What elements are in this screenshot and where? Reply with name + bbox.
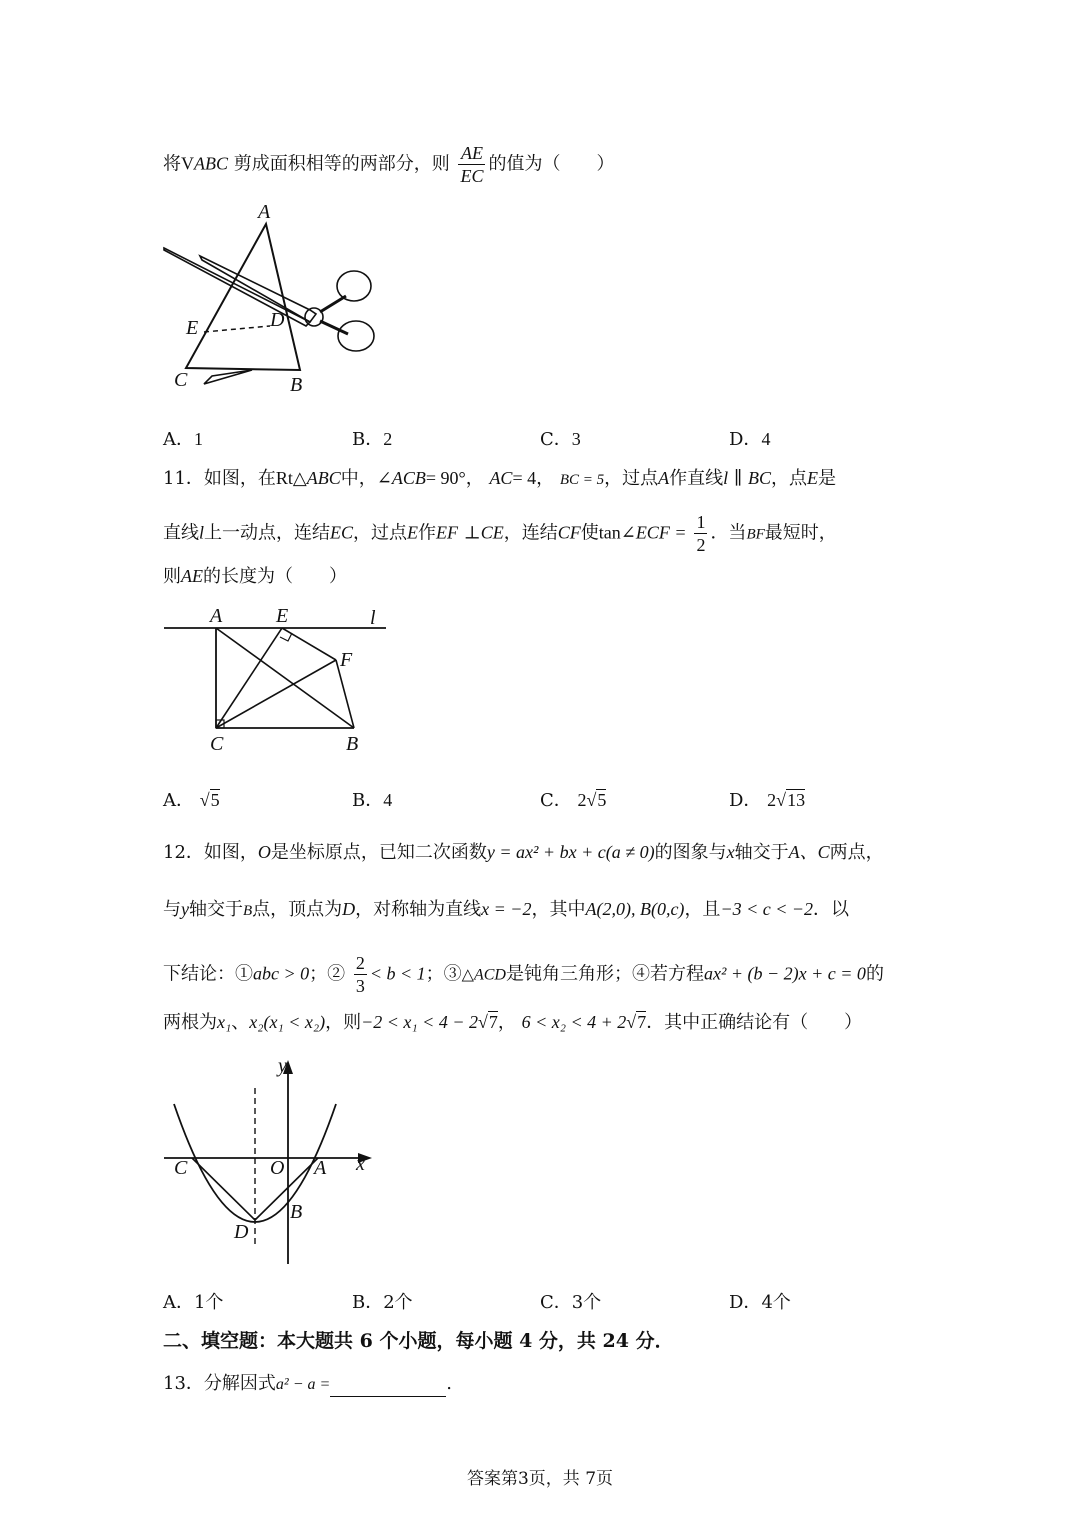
q11-half: $\frac{1}{2}$ — [696, 512, 706, 555]
q12-line-4: 两根为x₁、x₂(x₁ < x₂)，则−2 < x₁ < 4 − 2√7， 6 < x₂ < 4 + 2√7．其中正确结论有（ ） — [163, 1012, 863, 1033]
q10-label-a: A — [258, 201, 271, 223]
q12-line-2: 与y轴交于B点，顶点为D，对称轴为直线x = −2，其中A(2,0), B(0,c)，且−3 < c < −2．以 — [163, 899, 850, 920]
q12-figure — [160, 1052, 380, 1272]
q12-option-d[interactable]: D．4个 — [729, 1292, 791, 1313]
q11-label-l: l — [370, 607, 376, 629]
q12-two-thirds: $\frac{2}{3}$ — [355, 953, 365, 996]
q11-option-b[interactable]: B．4 — [352, 790, 393, 811]
q12-label-d: D — [234, 1221, 249, 1243]
q12-line-1: 12．如图，O是坐标原点，已知二次函数y = ax² + bx + c(a ≠ 0)的图象与x轴交于A、C两点， — [163, 842, 884, 863]
q10-label-e: E — [186, 317, 199, 339]
q10-option-c[interactable]: C．3 — [540, 429, 581, 450]
q12-label-b: B — [290, 1201, 303, 1223]
section-2-heading: 二、填空题：本大题共 6 个小题，每小题 4 分，共 24 分． — [163, 1330, 674, 1352]
q12-option-b[interactable]: B．2个 — [352, 1292, 413, 1313]
q10-figure — [160, 198, 390, 398]
q10-stem: 将VABC 剪成面积相等的两部分，则 $\frac{AE}{EC}$ 的值为（ ） — [163, 143, 615, 186]
q12-option-c[interactable]: C．3个 — [540, 1292, 602, 1313]
q11-figure — [160, 604, 392, 756]
page-footer: 答案第3页，共 7页 — [466, 1469, 614, 1489]
q11-label-a: A — [210, 605, 223, 627]
q12-option-a[interactable]: A．1个 — [163, 1292, 224, 1313]
q11-line-3: 则AE的长度为（ ） — [163, 566, 347, 587]
q11-line-2: 直线l上一动点，连结EC，过点E作EF ⊥CE，连结CF使tan∠ECF = $\frac{1}{2}$ ．当BF最短时， — [163, 512, 837, 555]
q10-fraction: $\frac{AE}{EC}$ — [460, 143, 484, 186]
q12-label-c: C — [174, 1157, 188, 1179]
q10-label-b: B — [290, 374, 303, 396]
q12-line-3: 下结论：①abc > 0；② $\frac{2}{3}$ < b < 1；③△ACD是钝角三角形；④若方程ax² + (b − 2)x + c = 0的 — [163, 953, 884, 996]
q13-answer-blank[interactable] — [330, 1378, 446, 1397]
q11-label-e: E — [276, 605, 289, 627]
q10-label-d: D — [270, 309, 285, 331]
q11-label-f: F — [340, 649, 353, 671]
q12-label-y: y — [278, 1055, 287, 1077]
q11-line-1: 11．如图，在Rt△ABC中，∠ACB= 90°， AC= 4， BC = 5，过点A作直线l ∥ BC，点E是 — [163, 468, 836, 489]
q11-label-b: B — [346, 733, 359, 755]
q12-label-x: x — [356, 1153, 365, 1175]
q11-option-d[interactable]: D． 2√13 — [729, 790, 806, 811]
q10-option-d[interactable]: D．4 — [729, 429, 771, 450]
q10-option-a[interactable]: A．1 — [163, 429, 203, 450]
q11-option-c[interactable]: C． 2√5 — [540, 790, 607, 811]
q10-option-b[interactable]: B．2 — [352, 429, 393, 450]
q10-label-c: C — [174, 369, 188, 391]
q12-label-o: O — [270, 1157, 285, 1179]
q11-option-a[interactable]: A． √5 — [163, 790, 220, 811]
q13-stem: 13．分解因式a² − a = . — [163, 1372, 452, 1397]
q12-label-a: A — [314, 1157, 327, 1179]
q11-label-c: C — [210, 733, 224, 755]
